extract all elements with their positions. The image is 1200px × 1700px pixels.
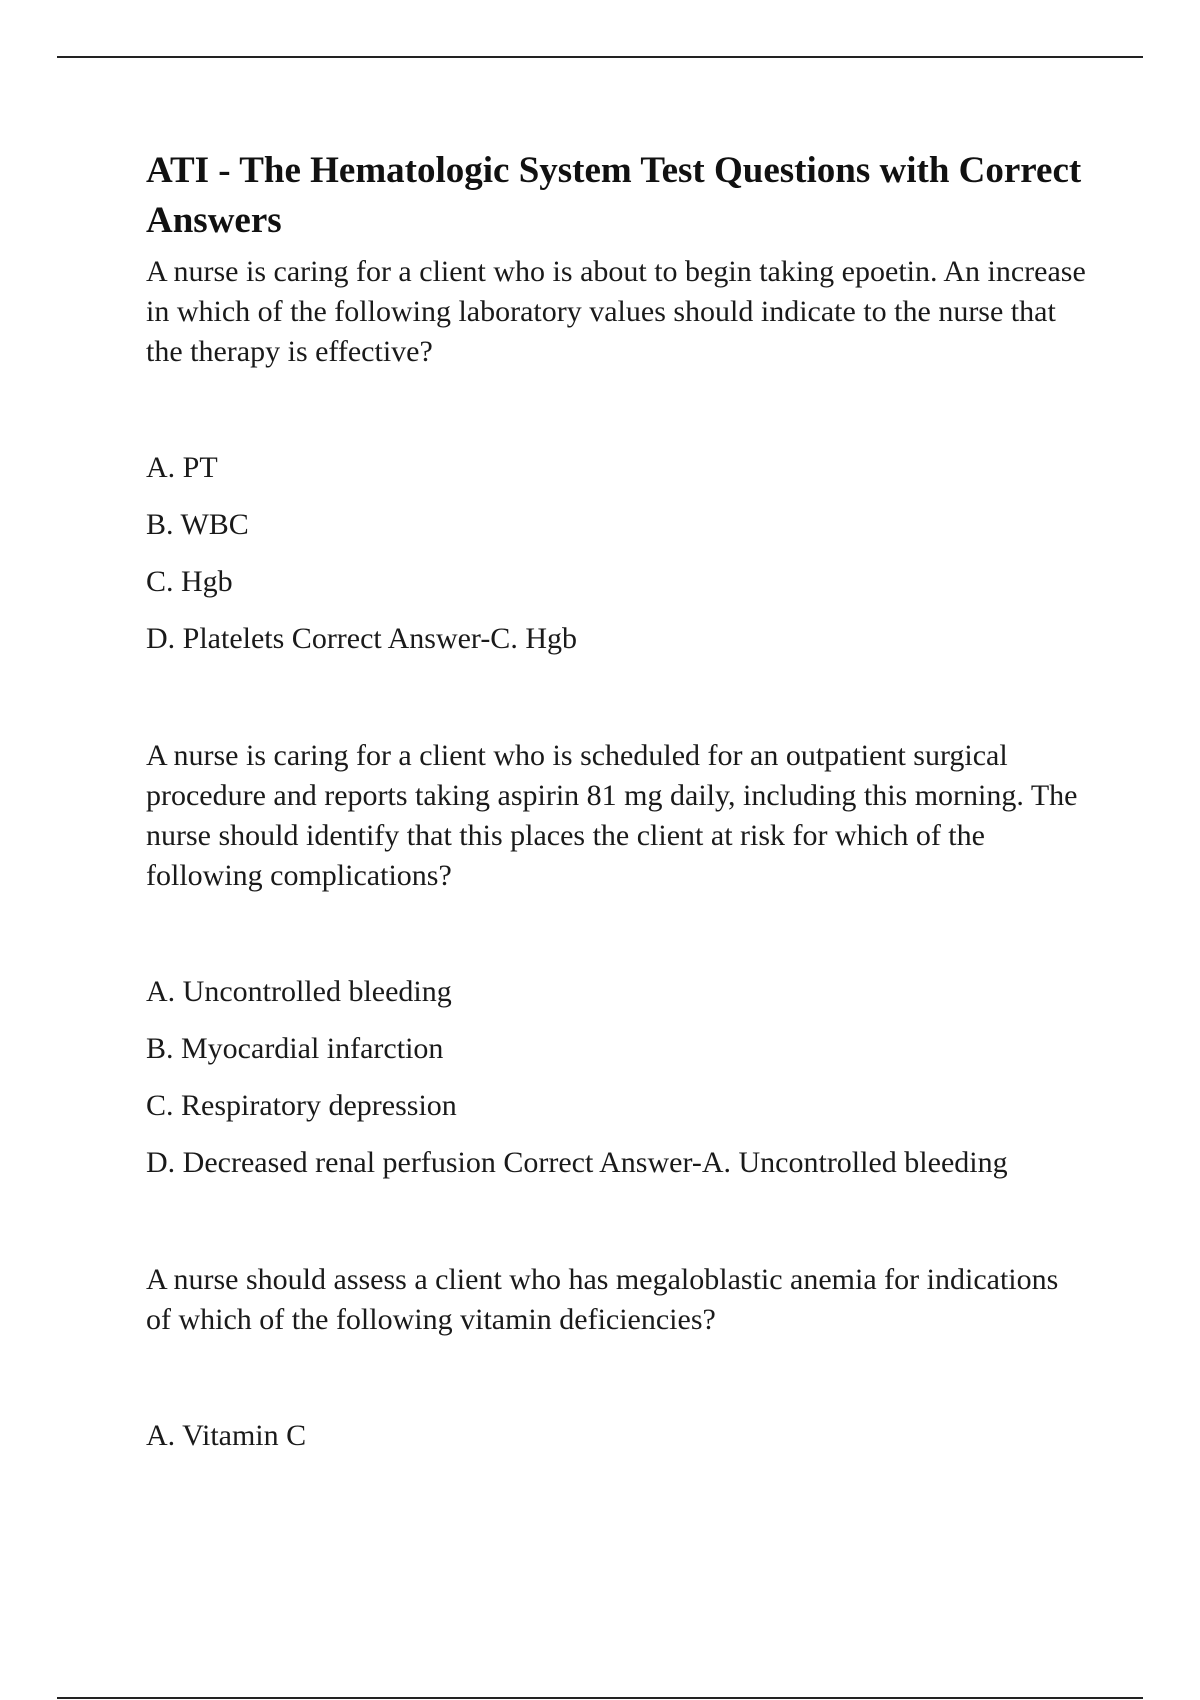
answer-option: C. Hgb [146,565,233,598]
answer-option: B. Myocardial infarction [146,1032,444,1065]
question-text: A nurse is caring for a client who is about to begin taking epoetin. An increase in which of the following laboratory values should indicate to the nurse that the therapy is effective? [146,255,1086,368]
answer-option: C. Respiratory depression [146,1089,457,1122]
answer-option: B. WBC [146,508,249,541]
question-text: A nurse should assess a client who has megaloblastic anemia for indications of which of the following vitamin deficiencies? [146,1263,1059,1336]
question-block [146,736,1086,1183]
answer-option: D. Decreased renal perfusion Correct Answer-A. Uncontrolled bleeding [146,1146,1008,1179]
question-block [146,1260,1086,1456]
question-block [146,252,1086,659]
question-text: A nurse is caring for a client who is scheduled for an outpatient surgical procedure and reports taking aspirin 81 mg daily, including this morning. The nurse should identify that this places the client at risk for which of the following complications? [146,739,1078,892]
answer-option: A. PT [146,451,218,484]
document-title: ATI - The Hematologic System Test Questions with Correct Answers [146,150,1082,241]
document-body [146,146,1086,1473]
answer-options [146,448,1086,659]
top-rule [57,56,1143,58]
answer-option: D. Platelets Correct Answer-C. Hgb [146,622,577,655]
answer-options [146,1416,1086,1456]
bottom-rule [57,1697,1143,1699]
answer-options [146,972,1086,1183]
answer-option: A. Vitamin C [146,1419,307,1452]
answer-option: A. Uncontrolled bleeding [146,975,452,1008]
